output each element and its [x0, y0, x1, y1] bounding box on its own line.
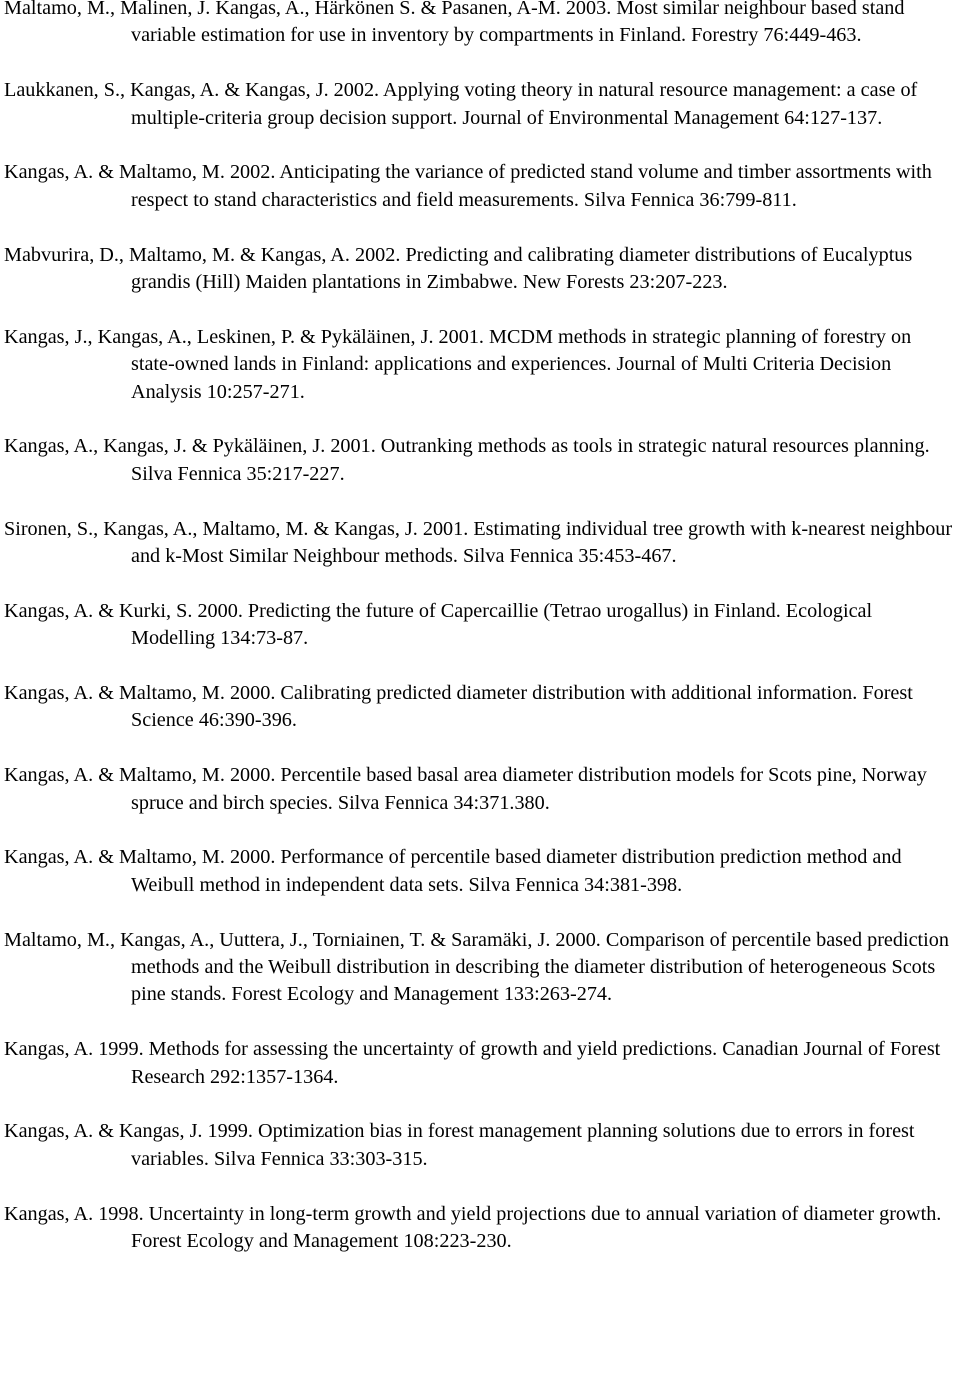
reference-entry: Kangas, A. & Kurki, S. 2000. Predicting the future of Capercaillie (Tetrao urogallus) in Finland. Ecological Modelling 134:73-87. — [4, 599, 873, 650]
reference-entry: Maltamo, M., Kangas, A., Uuttera, J., Torniainen, T. & Saramäki, J. 2000. Comparison of percentile based prediction methods and the Weibull distribution in describing the diameter distribution of heterogeneous Scots pine stands. Forest Ecology and Management 133:263-274. — [4, 928, 949, 1006]
reference-entry: Kangas, A. 1999. Methods for assessing the uncertainty of growth and yield predictions. Canadian Journal of Forest Research 292:1357-1364. — [4, 1038, 941, 1088]
reference-entry: Mabvurira, D., Maltamo, M. & Kangas, A. 2002. Predicting and calibrating diameter distributions of Eucalyptus grandis (Hill) Maiden plantations in Zimbabwe. New Forests 23:207-223. — [4, 243, 913, 294]
reference-entry: Laukkanen, S., Kangas, A. & Kangas, J. 2002. Applying voting theory in natural resource management: a case of multiple-criteria group decision support. Journal of Environmental Management 64:127-137. — [4, 79, 918, 129]
reference-entry: Kangas, J., Kangas, A., Leskinen, P. & Pykäläinen, J. 2001. MCDM methods in strategic planning of forestry on state-owned lands in Finland: applications and experiences. Journal of Multi Criteria Decision Analysis 10:257-271. — [4, 325, 912, 403]
reference-entry: Kangas, A., Kangas, J. & Pykäläinen, J. 2001. Outranking methods as tools in strategic natural resources planning. Silva Fennica 35:217-227. — [4, 435, 930, 485]
reference-entry: Kangas, A. & Maltamo, M. 2000. Calibrating predicted diameter distribution with additional information. Forest Science 46:390-396. — [4, 682, 913, 732]
reference-entry: Maltamo, M., Malinen, J. Kangas, A., Härkönen S. & Pasanen, A-M. 2003. Most similar neighbour based stand variable estimation for use in inventory by compartments in Finland. Forestry 76:449-463. — [4, 0, 905, 47]
reference-entry: Sironen, S., Kangas, A., Maltamo, M. & Kangas, J. 2001. Estimating individual tree growth with k-nearest neighbour and k-Most Similar Neighbour methods. Silva Fennica 35:453-467. — [4, 517, 953, 568]
reference-entry: Kangas, A. & Maltamo, M. 2002. Anticipating the variance of predicted stand volume and timber assortments with respect to stand characteristics and field measurements. Silva Fennica 36:799-811. — [4, 161, 932, 211]
reference-list — [4, 0, 958, 1283]
reference-entry: Kangas, A. 1998. Uncertainty in long-term growth and yield projections due to annual variation of diameter growth. Forest Ecology and Management 108:223-230. — [4, 1202, 942, 1253]
reference-entry: Kangas, A. & Maltamo, M. 2000. Percentile based basal area diameter distribution models for Scots pine, Norway spruce and birch species. Silva Fennica 34:371.380. — [4, 764, 927, 814]
reference-entry: Kangas, A. & Maltamo, M. 2000. Performance of percentile based diameter distribution prediction method and Weibull method in independent data sets. Silva Fennica 34:381-398. — [4, 846, 902, 896]
reference-entry: Kangas, A. & Kangas, J. 1999. Optimization bias in forest management planning solutions due to errors in forest variables. Silva Fennica 33:303-315. — [4, 1120, 915, 1170]
